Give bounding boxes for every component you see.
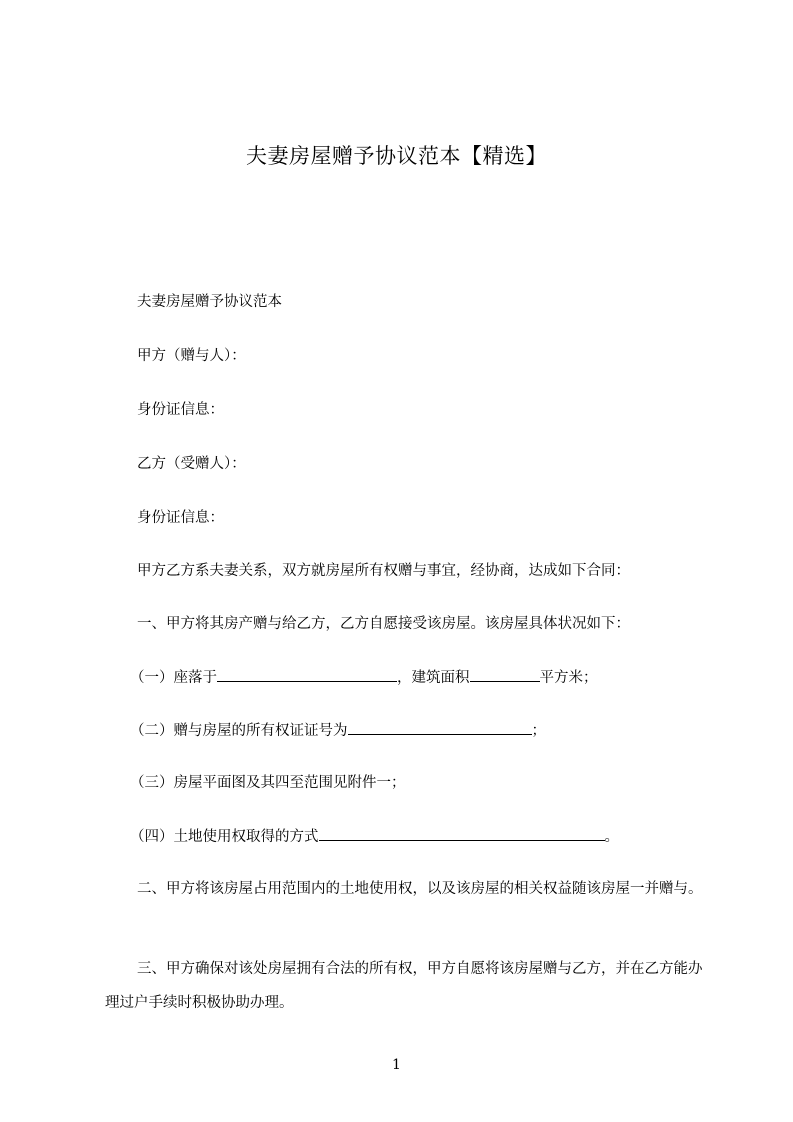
clause-2: 二、甲方将该房屋占用范围内的土地使用权，以及该房屋的相关权益随该房屋一并赠与。 <box>137 881 703 897</box>
item-1-unit: 平方米； <box>539 670 598 686</box>
clause-1: 一、甲方将其房产赠与给乙方，乙方自愿接受该房屋。该房屋具体状况如下： <box>137 616 630 632</box>
document-title: 夫妻房屋赠予协议范本【精选】 <box>246 144 547 168</box>
land-use-method-blank <box>319 826 605 841</box>
agreement-subtitle: 夫妻房屋赠予协议范本 <box>137 294 282 310</box>
item-2-label: （二）赠与房屋的所有权证证号为 <box>130 723 348 739</box>
item-4 <box>130 826 619 847</box>
intro-paragraph: 甲方乙方系夫妻关系，双方就房屋所有权赠与事宜，经协商，达成如下合同： <box>137 563 630 579</box>
item-4-label: （四）土地使用权取得的方式 <box>130 829 319 845</box>
party-b-id-line: 身份证信息： <box>137 510 224 526</box>
clause-3: 三、甲方确保对该处房屋拥有合法的所有权，甲方自愿将该房屋赠与乙方，并在乙方能办理过户手续时积极协助办理。 <box>105 961 703 1011</box>
certificate-number-blank <box>348 720 532 735</box>
page-number: 1 <box>392 1057 401 1073</box>
item-1-area-label: ，建筑面积 <box>397 670 470 686</box>
item-3: （三）房屋平面图及其四至范围见附件一； <box>130 775 406 791</box>
item-1-label: （一）座落于 <box>130 670 217 686</box>
area-blank <box>470 667 540 682</box>
location-blank <box>217 667 397 682</box>
item-2 <box>130 720 546 741</box>
item-2-end: ； <box>531 723 546 739</box>
party-a-line: 甲方（赠与人）： <box>137 348 246 364</box>
item-4-end: 。 <box>604 829 619 845</box>
party-b-line: 乙方（受赠人）： <box>137 456 246 472</box>
item-1 <box>130 667 598 688</box>
party-a-id-line: 身份证信息： <box>137 402 224 418</box>
